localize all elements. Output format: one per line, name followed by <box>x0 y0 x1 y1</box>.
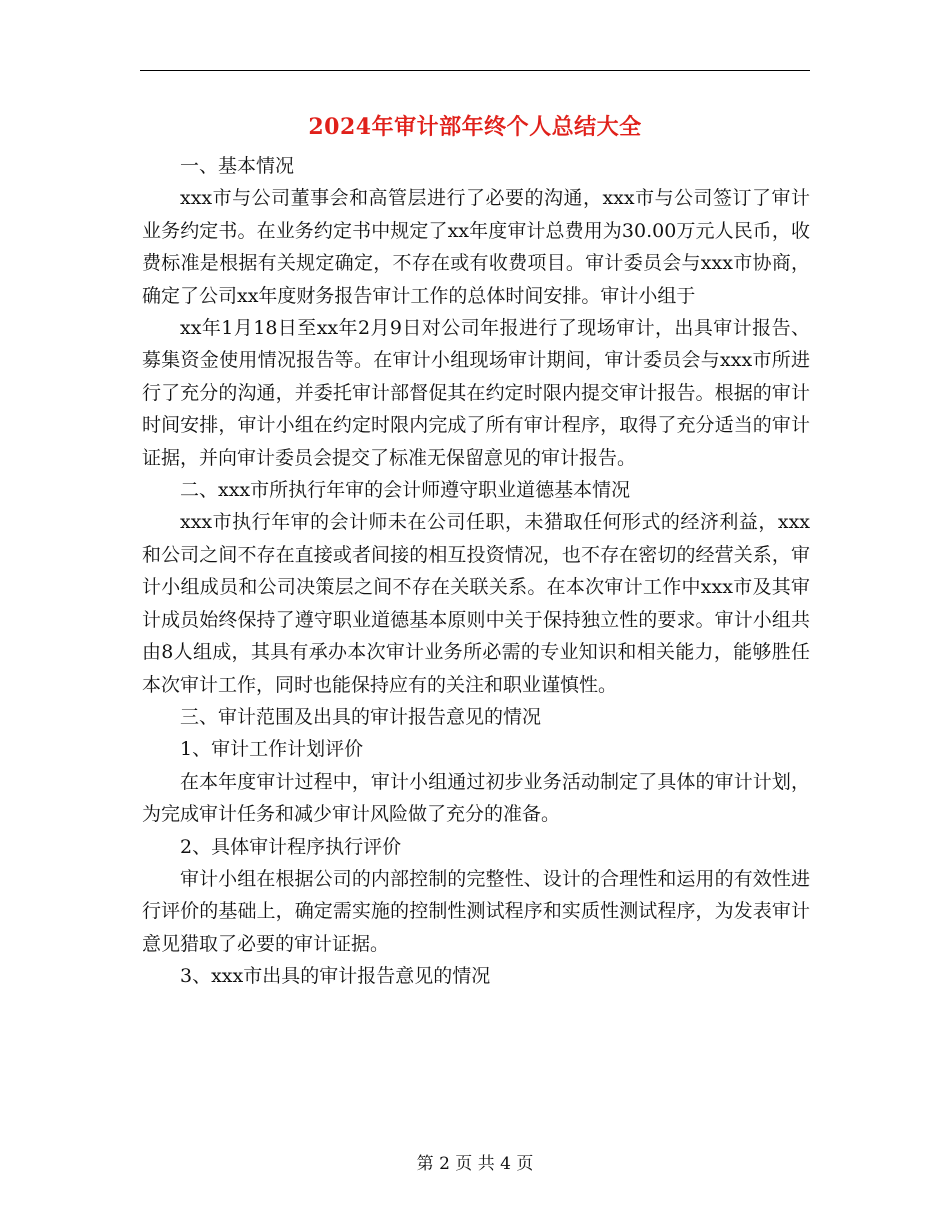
paragraph-plan-evaluation: 在本年度审计过程中，审计小组通过初步业务活动制定了具体的审计计划，为完成审计任务和减少审计风险做了充分的准备。 <box>142 770 810 826</box>
section-heading-ethics: 二、xxx市所执行年审的会计师遵守职业道德基本情况 <box>180 479 631 502</box>
subheading-procedure-evaluation: 2、具体审计程序执行评价 <box>180 835 402 858</box>
paragraph-procedure-evaluation: 审计小组在根据公司的内部控制的完整性、设计的合理性和运用的有效性进行评价的基础上，确定需实施的控制性测试程序和实质性测试程序，为发表审计意见猎取了必要的审计证据。 <box>142 867 810 955</box>
page-number-footer: 第 2 页 共 4 页 <box>416 1154 534 1174</box>
subheading-plan-evaluation: 1、审计工作计划评价 <box>180 738 364 761</box>
paragraph-engagement: xxx市与公司董事会和高管层进行了必要的沟通，xxx市与公司签订了审计业务约定书。在业务约定书中规定了xx年度审计总费用为30.00万元人民币，收费标准是根据有关规定确定，不存在或有收费项目。审计委员会与xxx市协商，确定了公司xx年度财务报告审计工作的总体时间安排。审计小组于 <box>142 187 810 307</box>
subheading-report-opinion: 3、xxx市出具的审计报告意见的情况 <box>180 965 491 988</box>
section-heading-scope: 三、审计范围及出具的审计报告意见的情况 <box>180 705 542 728</box>
document-title: 2024年审计部年终个人总结大全 <box>308 114 642 140</box>
paragraph-ethics: xxx市执行年审的会计师未在公司任职，未猎取任何形式的经济利益，xxx和公司之间不存在直接或者间接的相互投资情况，也不存在密切的经营关系，审计小组成员和公司决策层之间不存在关联关系。在本次审计工作中xxx市及其审计成员始终保持了遵守职业道德基本原则中关于保持独立性的要求。审计小组共由8人组成，其具有承办本次审计业务所必需的专业知识和相关能力，能够胜任本次审计工作，同时也能保持应有的关注和职业谨慎性。 <box>142 511 810 696</box>
section-heading-basic-info: 一、基本情况 <box>180 155 295 177</box>
paragraph-field-audit: xx年1月18日至xx年2月9日对公司年报进行了现场审计，出具审计报告、募集资金使用情况报告等。在审计小组现场审计期间，审计委员会与xxx市所进行了充分的沟通，并委托审计部督促其在约定时限内提交审计报告。根据的审计时间安排，审计小组在约定时限内完成了所有审计程序，取得了充分适当的审计证据，并向审计委员会提交了标准无保留意见的审计报告。 <box>142 317 810 469</box>
header-rule <box>140 70 810 71</box>
document-body <box>142 150 810 993</box>
